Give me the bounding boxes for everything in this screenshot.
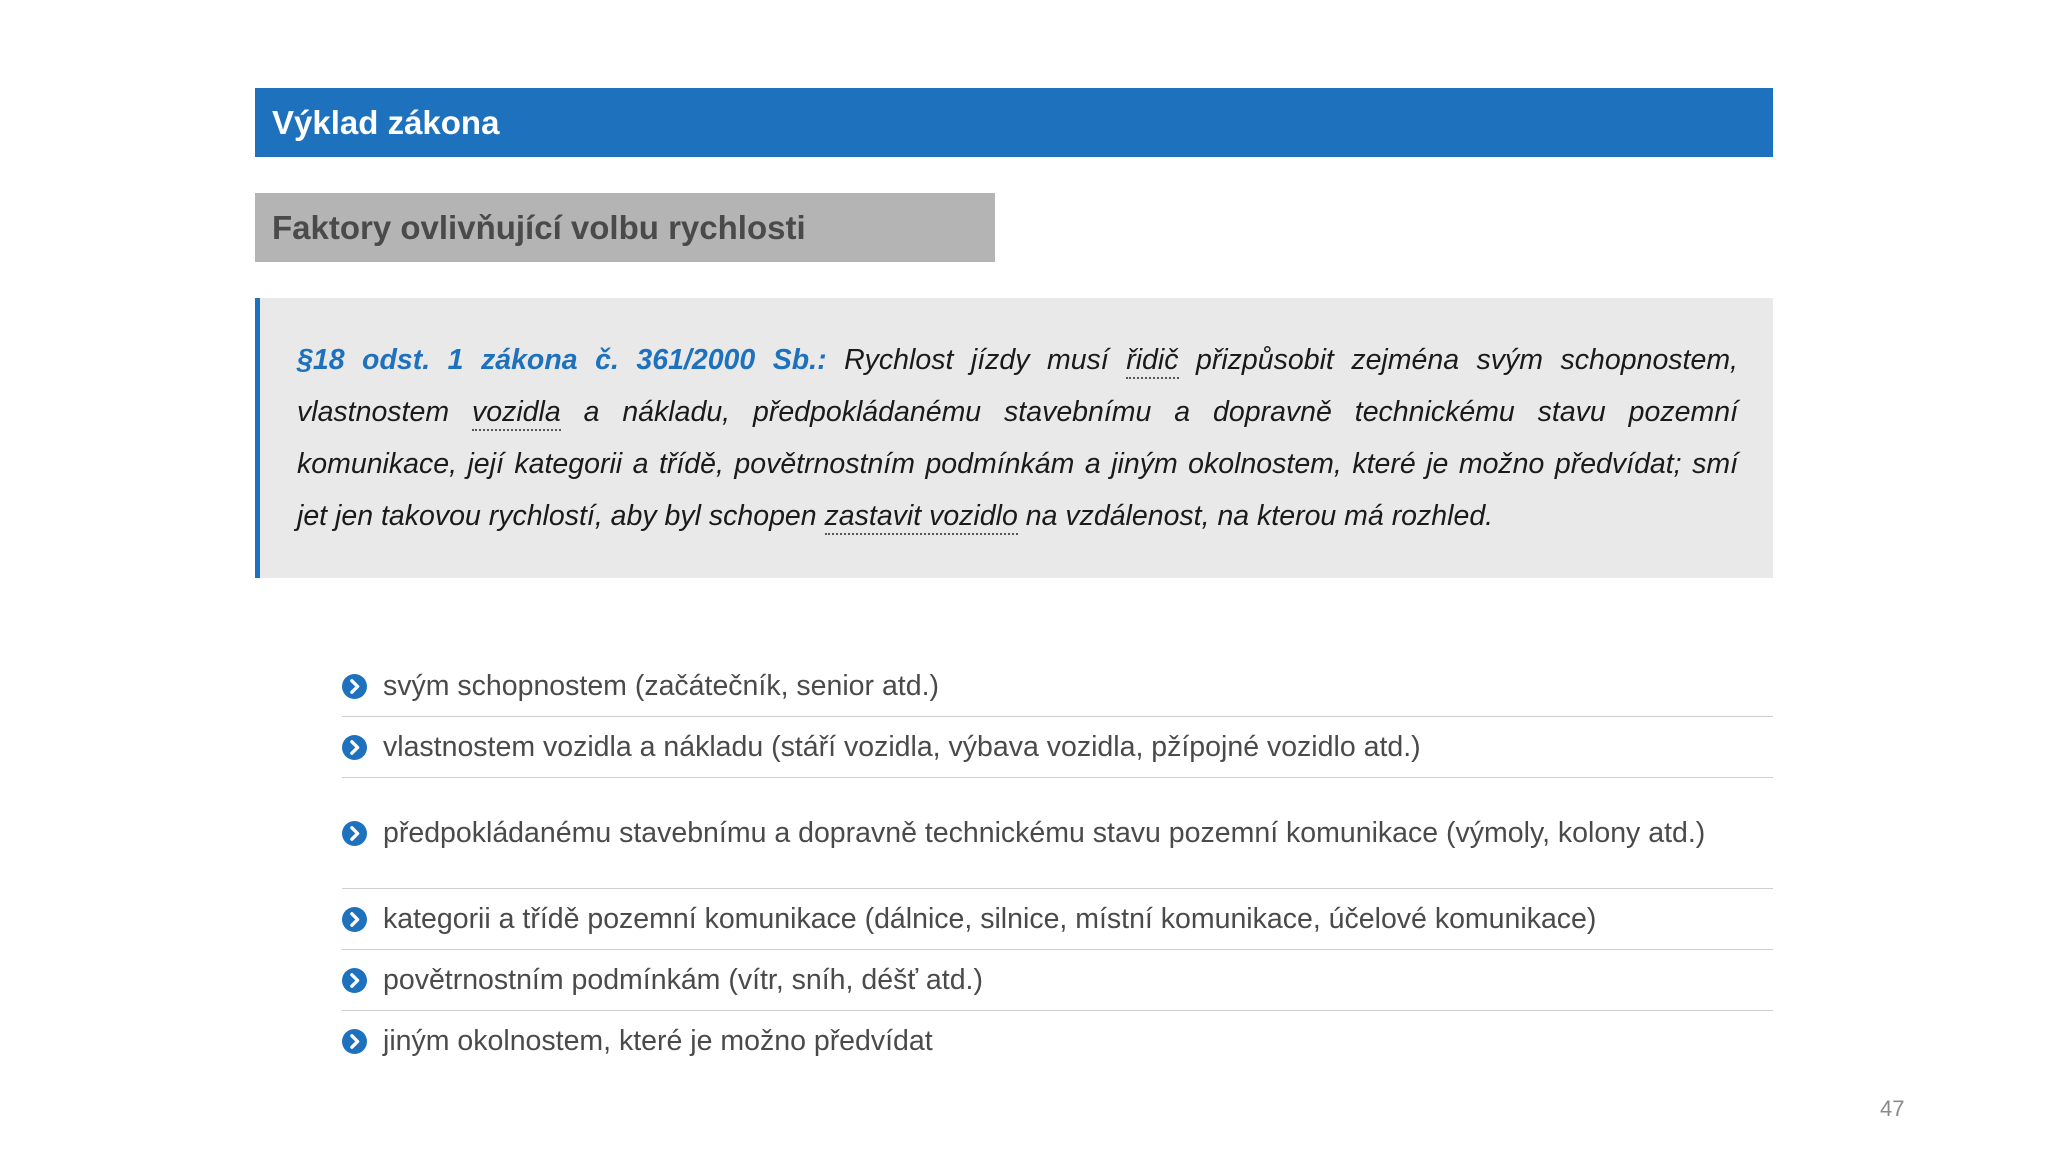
chevron-circle-right-icon: [342, 674, 367, 699]
quote-part: přizpůsobit zejména svým schopnostem, vlastnostem: [297, 344, 1738, 428]
list-item: [342, 778, 1773, 889]
list-item: [342, 656, 1773, 717]
law-quote-text: [297, 334, 1738, 542]
list-item: [342, 950, 1773, 1011]
section-header: Výklad zákona: [255, 88, 1773, 157]
quote-part: Rychlost jízdy musí: [826, 344, 1127, 376]
chevron-circle-right-icon: [342, 907, 367, 932]
subsection-header: Faktory ovlivňující volbu rychlosti: [255, 193, 995, 262]
chevron-circle-right-icon: [342, 821, 367, 846]
quote-part: a nákladu, předpokládanému stavebnímu a dopravně technickému stavu pozemní komunikace, její kategorii a třídě, povětrnostním podmínkám a jiným okolnostem, které je možno předvídat; smí jet jen takovou rychlostí, aby byl schopen: [297, 396, 1738, 532]
list-item: [342, 1011, 1773, 1071]
term-zastavit-vozidlo[interactable]: zastavit vozidlo: [825, 500, 1018, 535]
page-number: 47: [1880, 1096, 1905, 1121]
law-reference: §18 odst. 1 zákona č. 361/2000 Sb.:: [297, 344, 827, 376]
list-item-text: povětrnostním podmínkám (vítr, sníh, déšť atd.): [383, 964, 983, 996]
term-ridic[interactable]: řidič: [1126, 344, 1178, 379]
chevron-circle-right-icon: [342, 968, 367, 993]
factor-list: [342, 656, 1773, 1071]
quote-part: na vzdálenost, na kterou má rozhled.: [1017, 500, 1494, 532]
list-item-text: svým schopnostem (začátečník, senior atd.): [383, 670, 939, 702]
chevron-circle-right-icon: [342, 735, 367, 760]
chevron-circle-right-icon: [342, 1029, 367, 1054]
list-item: [342, 889, 1773, 950]
law-quote-box: [255, 298, 1773, 578]
list-item-text: kategorii a třídě pozemní komunikace (dálnice, silnice, místní komunikace, účelové komunikace): [383, 903, 1597, 935]
list-item-text: vlastnostem vozidla a nákladu (stáří vozidla, výbava vozidla, pžípojné vozidlo atd.): [383, 731, 1421, 763]
term-vozidla[interactable]: vozidla: [472, 396, 561, 431]
list-item-text: jiným okolnostem, které je možno předvídat: [383, 1025, 933, 1057]
list-item: [342, 717, 1773, 778]
list-item-text: předpokládanému stavebnímu a dopravně technickému stavu pozemní komunikace (výmoly, kolony atd.): [383, 817, 1706, 849]
